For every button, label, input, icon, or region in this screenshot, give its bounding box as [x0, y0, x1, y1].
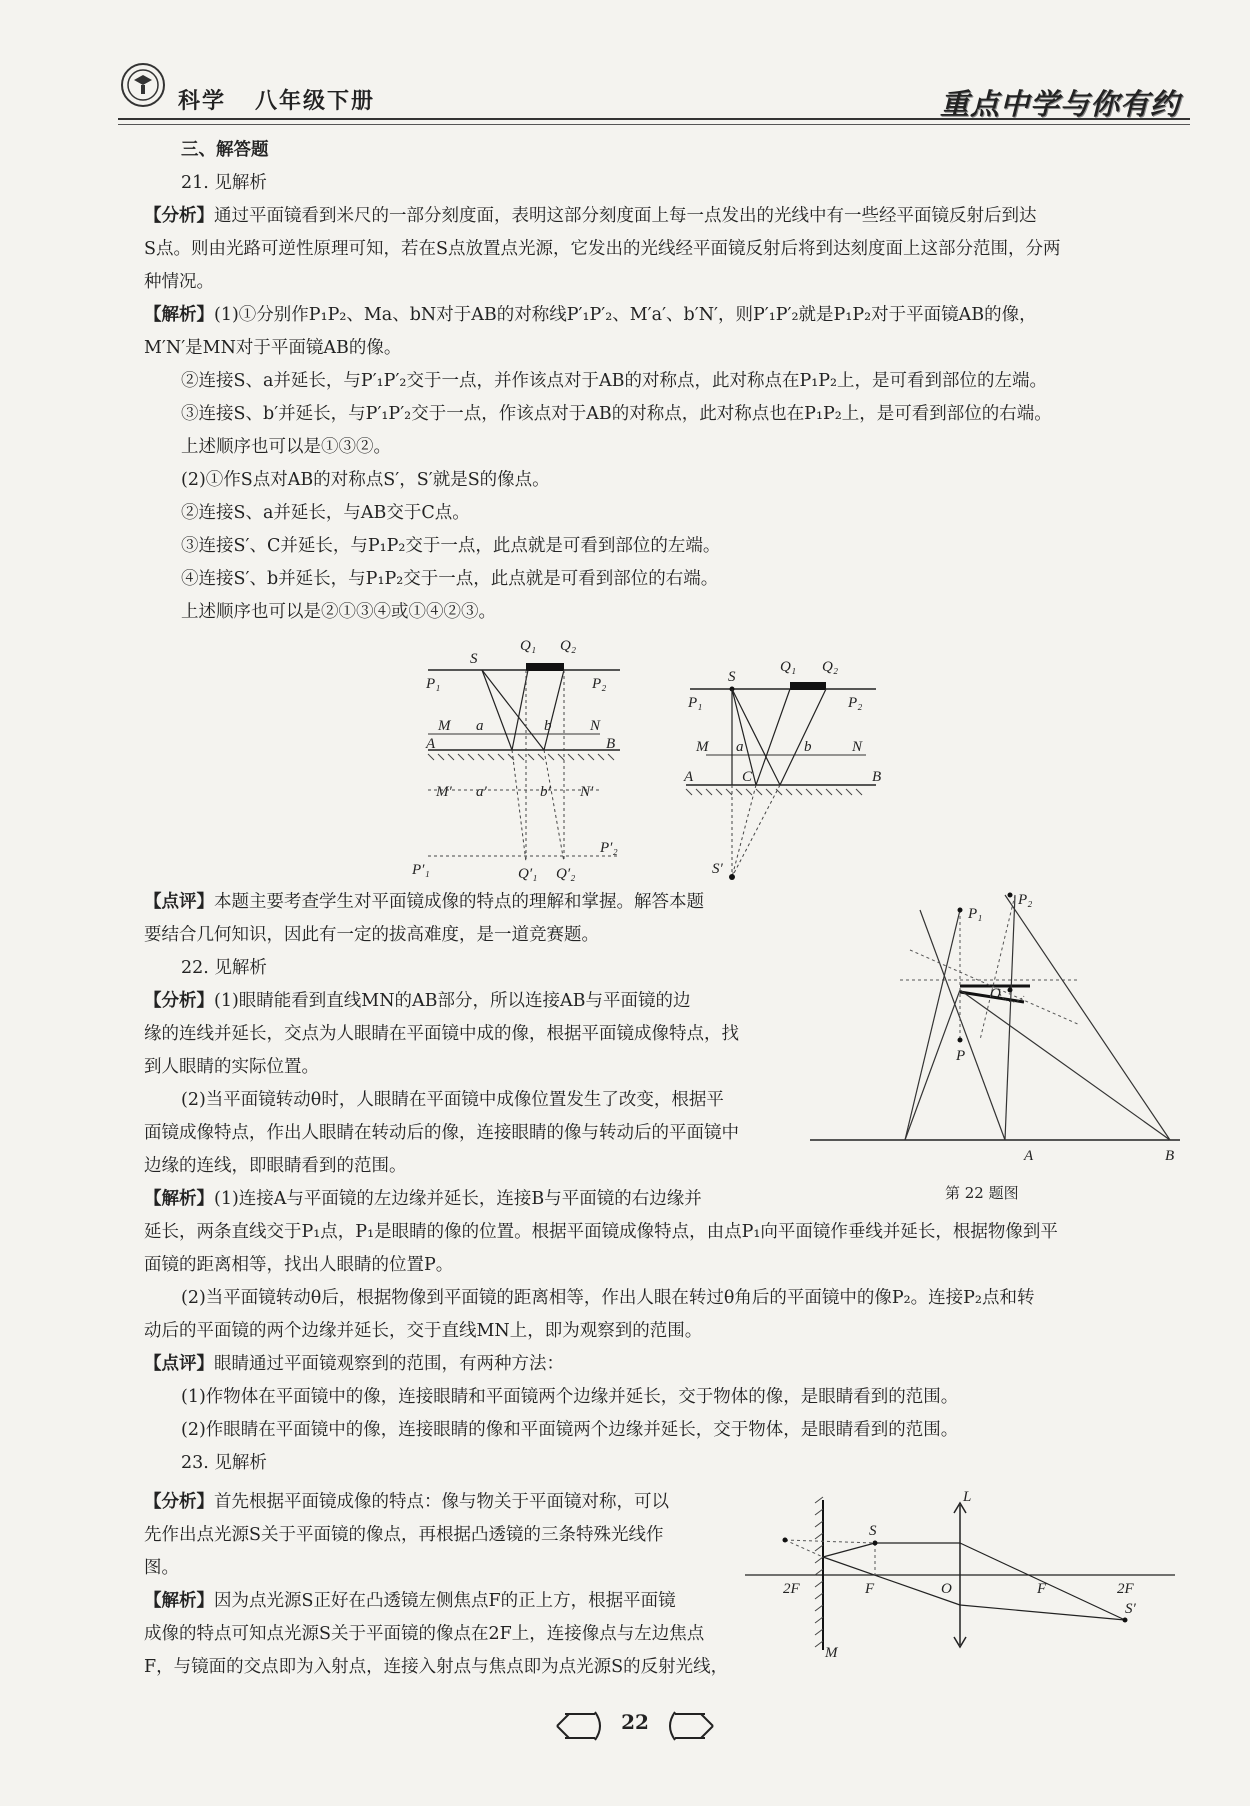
q22-block: [144, 1216, 1174, 1480]
q21-number: 21. 见解析: [181, 173, 267, 193]
fig21b-label-P2: P₂: [848, 695, 863, 711]
fig21a-label-P1: P₁: [426, 676, 441, 692]
q21-solution-line: 上述顺序也可以是①③②。: [181, 437, 391, 457]
fig21a-label-N: N: [590, 718, 601, 734]
school-logo-icon: [120, 62, 166, 108]
fig22-caption: 第 22 题图: [945, 1184, 1019, 1202]
q21-analysis-line: S点。则由光路可逆性原理可知，若在S点放置点光源，它发出的光线经平面镜反射后将到达刻度面上这部分范围，分两: [144, 239, 1061, 259]
page-number: 22: [621, 1710, 649, 1734]
q21-analysis-line: 种情况。: [144, 272, 214, 292]
section-title: 三、解答题: [181, 140, 269, 160]
fig21b-label-N: N: [852, 739, 863, 755]
q21-block: [144, 134, 1174, 629]
q22-analysis-line: 缘的连线并延长，交点为人眼睛在平面镜中成的像，根据平面镜成像特点，找: [144, 1024, 739, 1044]
comment-tag: 【点评】: [144, 1354, 214, 1374]
q23-solution-line: F，与镜面的交点即为入射点，连接入射点与焦点即为点光源S的反射光线，: [144, 1657, 729, 1677]
q21-analysis-line: 【分析】通过平面镜看到米尺的一部分刻度面，表明这部分刻度面上每一点发出的光线中有一些经平面镜反射后到达: [144, 206, 1037, 226]
fig22-label-P2: P₂: [1018, 892, 1033, 908]
fig21b-label-a: a: [736, 739, 744, 755]
fig21a-label-Q2prime: Q′₂: [556, 866, 576, 882]
q22-solution-line: 【解析】(1)连接A与平面镜的左边缘并延长，连接B与平面镜的右边缘并: [144, 1189, 702, 1209]
fig21a-label-Q1prime: Q′₁: [518, 866, 538, 882]
fig21b-label-A: A: [684, 769, 694, 785]
q22-solution-line: 延长，两条直线交于P₁点，P₁是眼睛的像的位置。根据平面镜成像特点，由点P₁向平面镜作垂线并延长，根据物像到平: [144, 1222, 1058, 1242]
q23-analysis-line: 图。: [144, 1558, 179, 1578]
fig22-label-P1: P₁: [968, 906, 983, 922]
q23-solution-line: 【解析】因为点光源S正好在凸透镜左侧焦点F的正上方，根据平面镜: [144, 1591, 676, 1611]
fig23-label-L: L: [963, 1489, 972, 1505]
solution-tag: 【解析】: [144, 1591, 214, 1611]
fig22-label-B: B: [1165, 1148, 1175, 1160]
analysis-tag: 【分析】: [144, 1492, 214, 1512]
fig23-label-Sprime: S′: [1125, 1601, 1136, 1617]
fig21a-label-P2prime: P′₂: [600, 840, 618, 856]
fig21a-label-Mprime: M′: [436, 784, 452, 800]
q21-solution-line: 【解析】(1)①分别作P₁P₂、Ma、bN对于AB的对称线P′₁P′₂、M′a′、b′N′，则P′₁P′₂就是P₁P₂对于平面镜AB的像，: [144, 305, 1037, 325]
solution-tag: 【解析】: [144, 1189, 214, 1209]
q22-analysis-line: (2)当平面镜转动θ时，人眼睛在平面镜中成像位置发生了改变，根据平: [181, 1090, 724, 1110]
q22-solution-line: 动后的平面镜的两个边缘并延长，交于直线MN上，即为观察到的范围。: [144, 1321, 703, 1341]
fig21b-label-Q1: Q₁: [780, 659, 797, 675]
fig23-label-2F-left: 2F: [783, 1581, 800, 1597]
fig21a-label-B: B: [606, 736, 616, 752]
header-brand: 重点中学与你有约: [939, 87, 1180, 121]
q22-analysis-line: 面镜成像特点，作出人眼睛在转动后的像，连接眼睛的像与转动后的平面镜中: [144, 1123, 739, 1143]
fig23-label-F-right: F: [1037, 1581, 1047, 1597]
header-subject: 科学 八年级下册: [178, 89, 376, 114]
figure-23: [745, 1485, 1175, 1660]
fig23-label-S: S: [869, 1523, 877, 1539]
fig21b-label-C: C: [742, 769, 753, 785]
fig21a-label-P1prime: P′₁: [412, 862, 430, 878]
q22-solution-line: (2)当平面镜转动θ后，根据物像到平面镜的距离相等，作出人眼在转过θ角后的平面镜中的像P₂。连接P₂点和转: [181, 1288, 1035, 1308]
fig21a-label-b: b: [544, 718, 552, 734]
q22-solution-line: 面镜的距离相等，找出人眼睛的位置P。: [144, 1255, 454, 1275]
fig21b-label-B: B: [872, 769, 882, 785]
q21-solution-line: ③连接S、b′并延长，与P′₁P′₂交于一点，作该点对于AB的对称点，此对称点也在P₁P₂上，是可看到部位的右端。: [181, 404, 1052, 424]
fig23-label-O: O: [941, 1581, 952, 1597]
fig21b-label-S: S: [728, 669, 736, 685]
q21-solution-line: 上述顺序也可以是②①③④或①④②③。: [181, 602, 496, 622]
fig21a-label-Q2: Q₂: [560, 638, 577, 654]
fig21b-label-P1: P₁: [688, 695, 703, 711]
fig23-label-F-left: F: [865, 1581, 875, 1597]
q22-analysis-line: 到人眼睛的实际位置。: [144, 1057, 319, 1077]
q22-comment-line: (1)作物体在平面镜中的像，连接眼睛和平面镜两个边缘并延长，交于物体的像，是眼睛看到的范围。: [181, 1387, 959, 1407]
fig21a-label-S: S: [470, 651, 478, 667]
q21-solution-line: ④连接S′、b并延长，与P₁P₂交于一点，此点就是可看到部位的右端。: [181, 569, 719, 589]
fig21a-label-M: M: [438, 718, 451, 734]
fig21a-label-A: A: [426, 736, 436, 752]
q22-analysis-line: 边缘的连线，即眼睛看到的范围。: [144, 1156, 407, 1176]
header-divider: [118, 118, 1190, 120]
q23-number: 23. 见解析: [181, 1453, 267, 1473]
analysis-tag: 【分析】: [144, 206, 214, 226]
fig22-label-A: A: [1024, 1148, 1034, 1160]
q21-comment-and-q22: [144, 886, 794, 1216]
fig21b-label-M: M: [696, 739, 709, 755]
q21-solution-line: (2)①作S点对AB的对称点S′，S′就是S的像点。: [181, 470, 550, 490]
solution-tag: 【解析】: [144, 305, 214, 325]
fig21b-label-b: b: [804, 739, 812, 755]
fig21a-label-P2: P₂: [592, 676, 607, 692]
q21-solution-line: ②连接S、a并延长，与AB交于C点。: [181, 503, 470, 523]
q21-solution-line: M′N′是MN对于平面镜AB的像。: [144, 338, 402, 358]
q23-analysis-line: 【分析】首先根据平面镜成像的特点：像与物关于平面镜对称，可以: [144, 1492, 669, 1512]
fig23-label-M: M: [825, 1645, 838, 1660]
comment-tag: 【点评】: [144, 892, 214, 912]
q23-analysis-line: 先作出点光源S关于平面镜的像点，再根据凸透镜的三条特殊光线作: [144, 1525, 664, 1545]
fig21a-label-bprime: b′: [540, 784, 551, 800]
fig21a-label-Q1: Q₁: [520, 638, 537, 654]
fig21a-label-a: a: [476, 718, 484, 734]
q22-comment-line: (2)作眼睛在平面镜中的像，连接眼睛的像和平面镜两个边缘并延长，交于物体，是眼睛看到的范围。: [181, 1420, 959, 1440]
header-divider-thin: [118, 124, 1190, 125]
fig22-label-O: O: [990, 986, 1001, 1002]
fig23-label-2F-right: 2F: [1117, 1581, 1134, 1597]
q21-comment-line: 【点评】本题主要考查学生对平面镜成像的特点的理解和掌握。解答本题: [144, 892, 704, 912]
fig21b-label-Q2: Q₂: [822, 659, 839, 675]
figure-21a: [400, 630, 640, 885]
fig21b-label-Sprime: S′: [712, 861, 723, 877]
q23-block: [144, 1486, 744, 1684]
q22-comment-line: 【点评】眼睛通过平面镜观察到的范围，有两种方法：: [144, 1354, 564, 1374]
analysis-tag: 【分析】: [144, 991, 214, 1011]
q21-solution-line: ③连接S′、C并延长，与P₁P₂交于一点，此点就是可看到部位的左端。: [181, 536, 721, 556]
fig21a-label-aprime: a′: [476, 784, 487, 800]
q22-analysis-line: 【分析】(1)眼睛能看到直线MN的AB部分，所以连接AB与平面镜的边: [144, 991, 691, 1011]
figure-22: [810, 890, 1180, 1160]
figure-21b: [676, 655, 896, 885]
fig22-label-P: P: [956, 1048, 966, 1064]
q21-solution-line: ②连接S、a并延长，与P′₁P′₂交于一点，并作该点对于AB的对称点，此对称点在P₁P₂上，是可看到部位的左端。: [181, 371, 1048, 391]
fig21a-label-Nprime: N′: [580, 784, 594, 800]
q22-number: 22. 见解析: [181, 958, 267, 978]
q21-comment-line: 要结合几何知识，因此有一定的拔高难度，是一道竞赛题。: [144, 925, 599, 945]
q23-solution-line: 成像的特点可知点光源S关于平面镜的像点在2F上，连接像点与左边焦点: [144, 1624, 705, 1644]
